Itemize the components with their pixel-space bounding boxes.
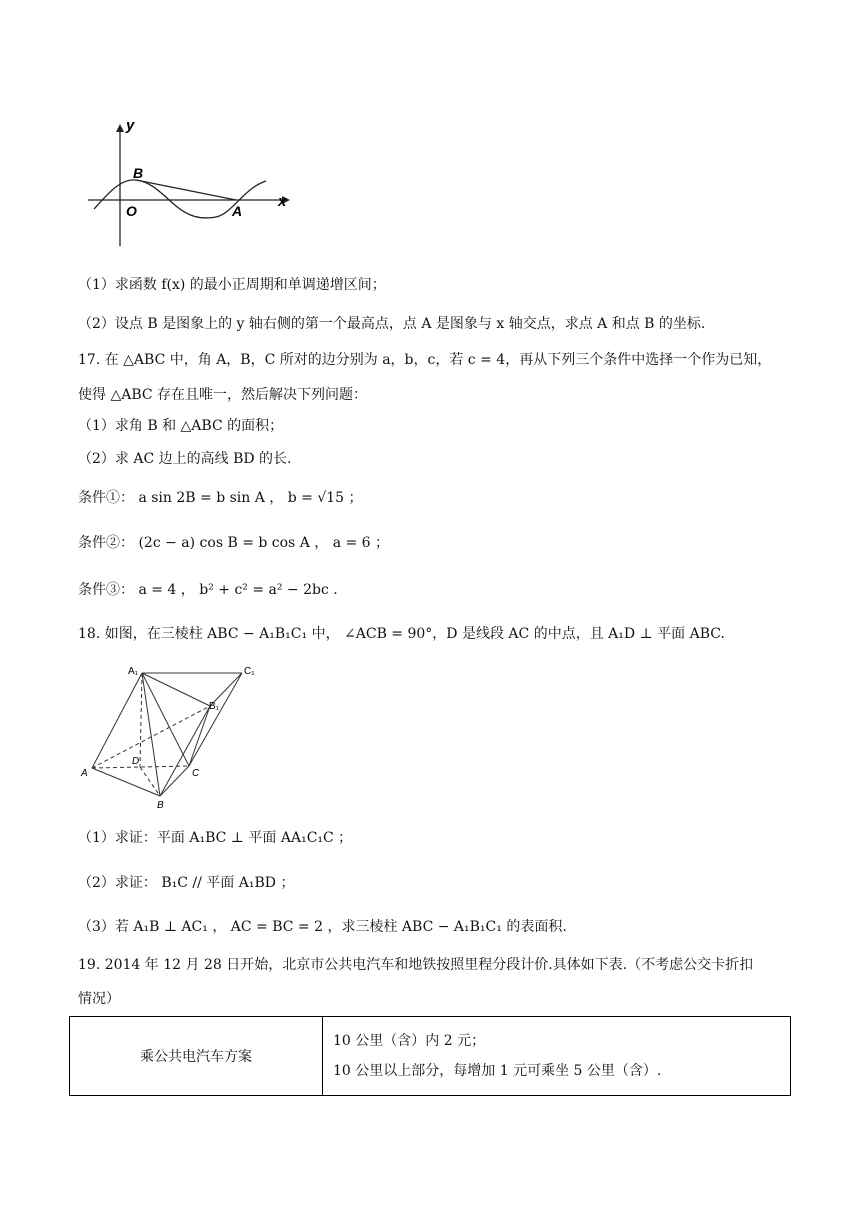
q18-part3: （3）若 A₁B ⊥ AC₁ ， AC = BC = 2 ，求三棱柱 ABC − A₁B₁C₁ 的表面积.: [78, 919, 567, 935]
q18-stem: 18. 如图，在三棱柱 ABC − A₁B₁C₁ 中， ∠ACB = 90°，D 是线段 AC 的中点，且 A₁D ⊥ 平面 ABC.: [78, 626, 725, 642]
q18-part1: （1）求证：平面 A₁BC ⊥ 平面 AA₁C₁C ；: [78, 830, 353, 846]
vertex-c: C: [192, 768, 200, 779]
vertex-a1: A₁: [128, 666, 139, 677]
rules-cell: [323, 1017, 791, 1096]
vertex-a: A: [81, 768, 88, 779]
q19-stem-line2: 情况）: [78, 991, 120, 1007]
point-b-label: B: [133, 165, 144, 181]
vertex-b: B: [157, 800, 164, 810]
q17-condition1: 条件①： a sin 2B = b sin A ， b = √15 ；: [78, 490, 363, 506]
rule-line-1: 10 公里（含）内 2 元；: [333, 1033, 486, 1049]
q17-stem-line1: 17. 在 △ABC 中，角 A，B，C 所对的边分别为 a，b，c，若 c = 4，再从下列三个条件中选择一个作为已知，: [78, 352, 772, 368]
prism-figure: [78, 660, 278, 810]
q16-part1: （1）求函数 f(x) 的最小正周期和单调递增区间；: [78, 277, 386, 293]
q17-part2: （2）求 AC 边上的高线 BD 的长.: [78, 451, 292, 467]
vertex-c1: C₁: [244, 666, 255, 677]
vertex-b1: B₁: [209, 701, 220, 712]
q18-part2: （2）求证： B₁C // 平面 A₁BD ；: [78, 875, 295, 891]
origin-label: O: [126, 203, 137, 219]
q17-condition3: 条件③： a = 4 ， b² + c² = a² − 2bc .: [78, 582, 338, 598]
y-axis-label: y: [126, 117, 135, 134]
q16-part2: （2）设点 B 是图象上的 y 轴右侧的第一个最高点，点 A 是图象与 x 轴交点，求点 A 和点 B 的坐标.: [78, 316, 706, 332]
function-graph: [86, 112, 296, 252]
q17-stem-line2: 使得 △ABC 存在且唯一，然后解决下列问题：: [78, 387, 368, 403]
q17-condition2: 条件②： (2c − a) cos B = b cos A ， a = 6 ；: [78, 535, 390, 551]
q19-stem-line1: 19. 2014 年 12 月 28 日开始，北京市公共电汽车和地铁按照里程分段计价.具体如下表.（不考虑公交卡折扣: [78, 957, 754, 973]
point-a-label: A: [232, 203, 243, 219]
plan-cell: 乘公共电汽车方案: [70, 1017, 323, 1096]
segment-ba: [136, 180, 236, 200]
x-axis-label: x: [278, 193, 287, 210]
q17-part1: （1）求角 B 和 △ABC 的面积；: [78, 418, 284, 434]
table-row: [70, 1017, 791, 1096]
rule-line-2: 10 公里以上部分，每增加 1 元可乘坐 5 公里（含）.: [333, 1063, 662, 1079]
y-axis-arrow: [116, 124, 124, 132]
vertex-d: D: [132, 756, 140, 767]
fare-table: [69, 1016, 791, 1096]
